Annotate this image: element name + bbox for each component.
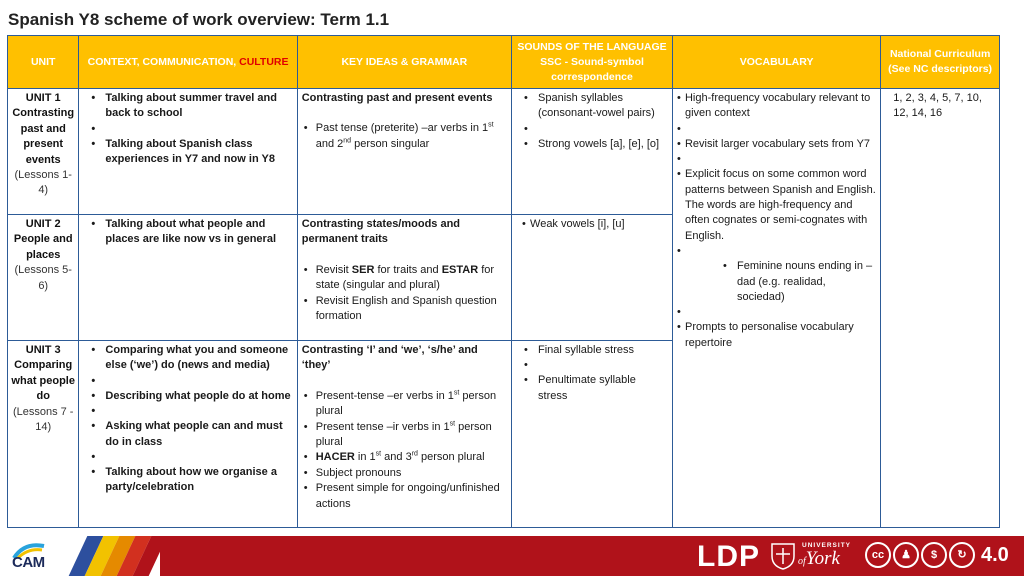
list-item: • Revisit SER for traits and ESTAR for state (singular and plural) — [302, 263, 507, 294]
cc-icon: cc — [865, 542, 891, 568]
unit-cell: UNIT 3 Comparing what people do (Lessons 7 - 14) — [8, 341, 79, 528]
context-cell — [79, 215, 297, 341]
by-icon: ♟ — [893, 542, 919, 568]
list-item: • Talking about summer travel and back to school — [83, 91, 292, 122]
grammar-title: Contrasting states/moods and permanent traits — [301, 218, 461, 246]
list-item: • Comparing what you and someone else (‘we’) do (news and media) — [83, 343, 292, 374]
list-item: • Prompts to personalise vocabulary repertoire — [677, 320, 876, 351]
list-item: • Present simple for ongoing/unfinished actions — [302, 481, 507, 512]
list-item: • Strong vowels [a], [e], [o] — [516, 137, 668, 152]
list-item: • Revisit larger vocabulary sets from Y7 — [677, 137, 876, 152]
list-item: • Talking about how we organise a party/celebration — [83, 465, 292, 496]
unit-cell: UNIT 2 People and places (Lessons 5-6) — [8, 215, 79, 341]
grammar-title: Contrasting past and present events — [301, 92, 493, 104]
list-item: • Explicit focus on some common word patterns between Spanish and English. The words are high-frequency and often cognates or semi-cognates with English. — [677, 167, 876, 244]
ldp-logo: LDP — [697, 540, 760, 573]
nc-descriptors: 1, 2, 3, 4, 5, 7, 10, 12, 14, 16 — [893, 92, 982, 120]
list-item: • Feminine nouns ending in –dad (e.g. realidad, sociedad) — [677, 259, 876, 305]
table-row-unit-1 — [8, 89, 1000, 215]
sounds-cell — [512, 215, 673, 341]
list-item: • Penultimate syllable stress — [516, 373, 668, 404]
grammar-title: Contrasting ‘I’ and ‘we’, ‘s/he’ and ‘they’ — [301, 344, 478, 372]
header-unit: UNIT — [8, 36, 79, 89]
york-logo: UNIVERSITY ofYork — [770, 542, 796, 575]
context-cell — [79, 89, 297, 215]
list-item: • Talking about what people and places are like now vs in general — [83, 217, 292, 248]
footer — [0, 536, 1024, 576]
national-curriculum-cell — [881, 89, 1000, 528]
unit-cell: UNIT 1 Contrasting past and present events (Lessons 1-4) — [8, 89, 79, 215]
list-item: • Past tense (preterite) –ar verbs in 1st and 2nd person singular — [302, 121, 507, 152]
culture-label: CULTURE — [239, 55, 289, 68]
page-title: Spanish Y8 scheme of work overview: Term 1.1 — [8, 10, 390, 29]
sounds-cell — [512, 341, 673, 528]
header-vocabulary: VOCABULARY — [672, 36, 880, 89]
nc-icon: $ — [921, 542, 947, 568]
cam-logo-text: CAM — [12, 554, 45, 571]
list-item: • Subject pronouns — [302, 466, 507, 481]
grammar-cell — [297, 89, 511, 215]
header-sounds: SOUNDS OF THE LANGUAGE SSC - Sound-symbol correspondence — [512, 36, 673, 89]
list-item: • High-frequency vocabulary relevant to given context — [677, 91, 876, 122]
vocabulary-cell — [672, 89, 880, 528]
list-item: • Weak vowels [i], [u] — [516, 217, 668, 232]
sa-icon: ↻ — [949, 542, 975, 568]
list-item: • Asking what people can and must do in class — [83, 419, 292, 450]
license-version: 4.0 — [981, 543, 1009, 566]
header-national-curriculum: National Curriculum (See NC descriptors) — [881, 36, 1000, 89]
scheme-table — [7, 35, 1000, 528]
list-item: • Revisit English and Spanish question formation — [302, 294, 507, 325]
list-item: • Present tense –ir verbs in 1st person plural — [302, 420, 507, 451]
list-item: • Final syllable stress — [516, 343, 668, 358]
list-item: • HACER in 1st and 3rd person plural — [302, 450, 507, 465]
list-item: • Spanish syllables (consonant-vowel pairs) — [516, 91, 668, 122]
sounds-cell — [512, 89, 673, 215]
header-context: CONTEXT, COMMUNICATION, CULTURE — [79, 36, 297, 89]
list-item: • Talking about Spanish class experiences in Y7 and now in Y8 — [83, 137, 292, 168]
license-badge — [865, 542, 1009, 568]
grammar-cell — [297, 215, 511, 341]
york-crest-icon — [770, 542, 796, 570]
context-cell — [79, 341, 297, 528]
list-item: • Describing what people do at home — [83, 389, 292, 404]
header-row — [8, 36, 1000, 89]
header-key-ideas: KEY IDEAS & GRAMMAR — [297, 36, 511, 89]
grammar-cell — [297, 341, 511, 528]
list-item: • Present-tense –er verbs in 1st person plural — [302, 389, 507, 420]
